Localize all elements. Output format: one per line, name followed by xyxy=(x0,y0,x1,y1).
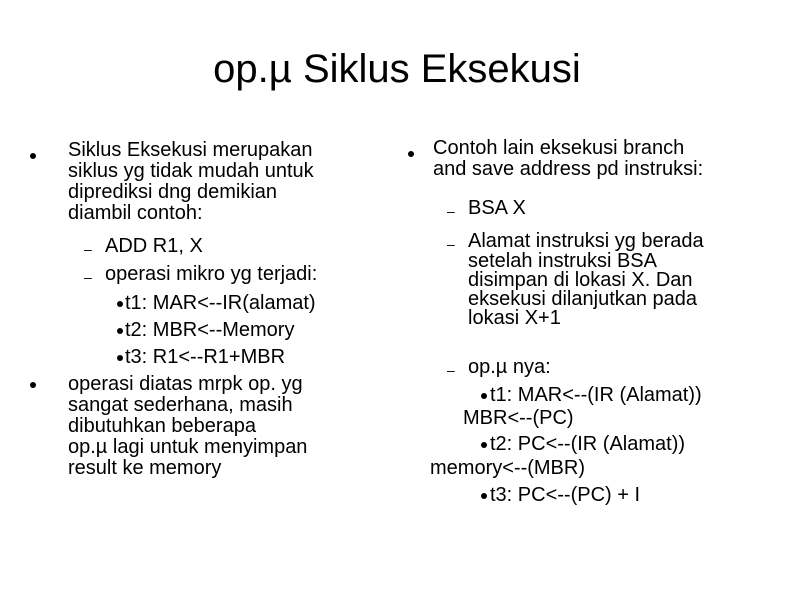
slide-title: op.µ Siklus Eksekusi xyxy=(213,47,581,91)
bullet-dot xyxy=(117,355,123,361)
bullet-dot xyxy=(481,442,487,448)
bullet-line: operasi diatas mrpk op. yg xyxy=(68,373,303,395)
sub-line: Alamat instruksi yg berada xyxy=(468,230,704,252)
bullet-line: and save address pd instruksi: xyxy=(433,158,704,180)
bullet-line: op.µ lagi untuk menyimpan xyxy=(68,436,308,458)
sub-line: setelah instruksi BSA xyxy=(468,250,657,272)
step-t1-cont: MBR<--(PC) xyxy=(463,407,574,429)
bullet-dot xyxy=(481,393,487,399)
dash-marker: – xyxy=(84,241,92,257)
step-t1: t1: MAR<--(IR (Alamat)) xyxy=(490,384,702,406)
dash-marker: – xyxy=(447,236,455,252)
step-t3: t3: R1<--R1+MBR xyxy=(125,346,286,368)
bullet-line: Contoh lain eksekusi branch xyxy=(433,137,685,159)
sub-item-microop: op.µ nya: xyxy=(468,356,551,378)
bullet-dot xyxy=(117,301,123,307)
bullet-line: diambil contoh: xyxy=(68,202,203,224)
step-t2-cont: memory<--(MBR) xyxy=(430,457,585,479)
dash-marker: – xyxy=(447,362,455,378)
bullet-line: sangat sederhana, masih xyxy=(68,394,293,416)
step-t3: t3: PC<--(PC) + I xyxy=(490,484,641,506)
bullet-line: siklus yg tidak mudah untuk xyxy=(68,160,314,182)
step-t2: t2: PC<--(IR (Alamat)) xyxy=(490,433,686,455)
bullet-dot xyxy=(481,493,487,499)
bullet-line: dibutuhkan beberapa xyxy=(68,415,256,437)
sub-line: lokasi X+1 xyxy=(468,307,561,329)
bullet-line: result ke memory xyxy=(68,457,222,479)
bullet-line: diprediksi dng demikian xyxy=(68,181,278,203)
right-bullet-1 xyxy=(433,138,703,180)
sub-item-address xyxy=(468,231,704,328)
bullet-dot xyxy=(117,328,123,334)
step-t2: t2: MBR<--Memory xyxy=(125,319,295,341)
sub-item-micro-ops: operasi mikro yg terjadi: xyxy=(105,263,318,285)
step-t1: t1: MAR<--IR(alamat) xyxy=(125,292,316,314)
bullet-dot xyxy=(30,153,36,159)
bullet-dot xyxy=(408,151,414,157)
sub-item-add: ADD R1, X xyxy=(105,235,203,257)
dash-marker: – xyxy=(447,203,455,219)
bullet-dot xyxy=(30,382,36,388)
left-bullet-1 xyxy=(68,140,314,224)
bullet-line: Siklus Eksekusi merupakan xyxy=(68,139,313,161)
sub-line: disimpan di lokasi X. Dan xyxy=(468,269,693,291)
left-bullet-2 xyxy=(68,374,307,479)
sub-item-bsa: BSA X xyxy=(468,197,526,219)
dash-marker: – xyxy=(84,269,92,285)
sub-line: eksekusi dilanjutkan pada xyxy=(468,288,698,310)
